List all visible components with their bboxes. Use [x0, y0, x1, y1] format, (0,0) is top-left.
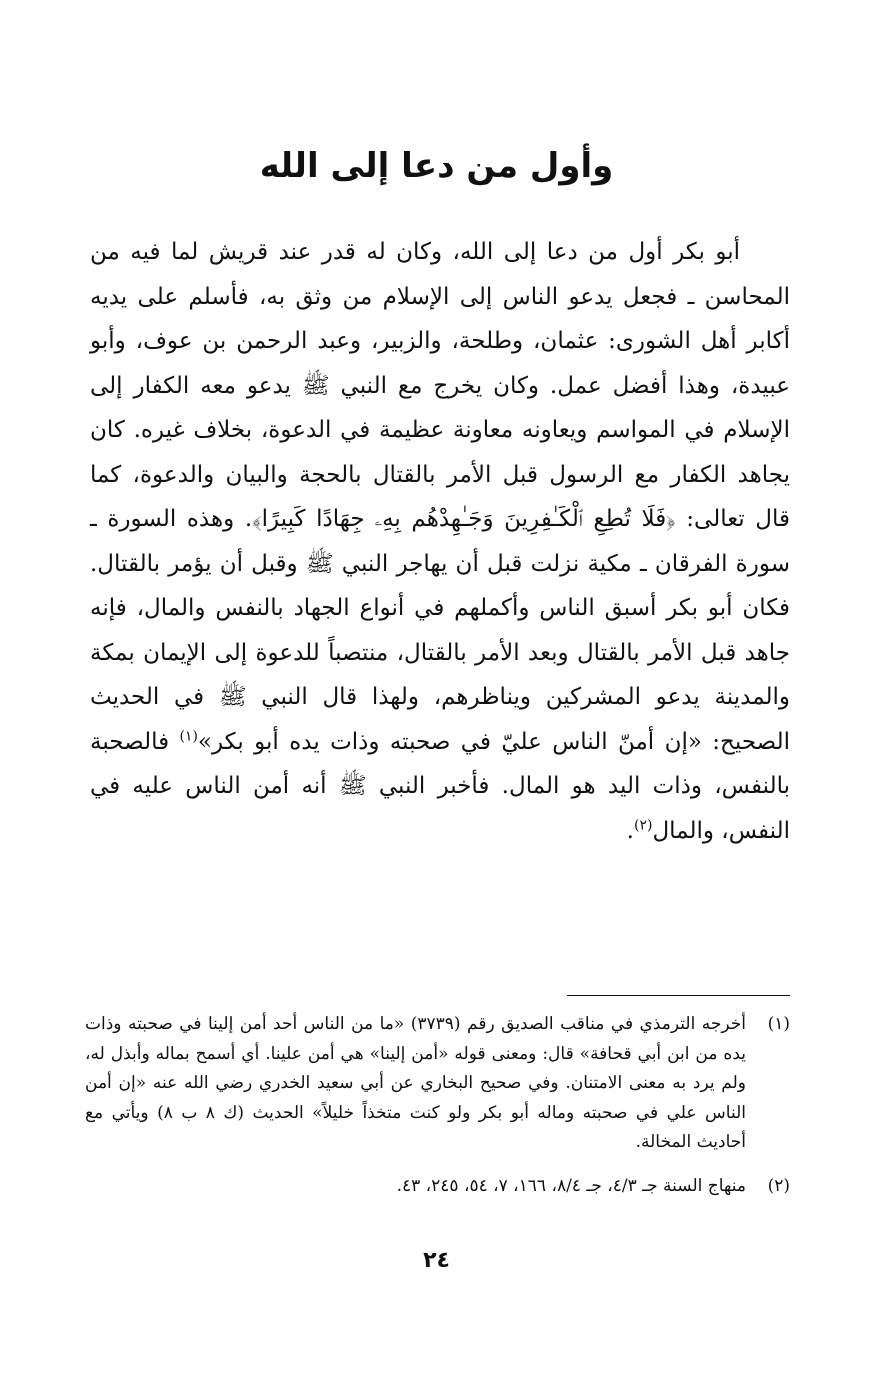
chapter-title: وأول من دعا إلى الله: [259, 146, 614, 186]
footnote-1: [85, 1010, 790, 1158]
text-segment-3: فالصحبة بالنفس، وذات اليد هو المال. فأخبر النبي ﷺ أنه أمن الناس عليه في النفس، والمال: [90, 728, 790, 844]
footnote-number: (١): [767, 1014, 790, 1034]
main-text: [90, 230, 790, 853]
footnote-ref-1: (١): [179, 727, 198, 744]
footnote-text: أخرجه الترمذي في مناقب الصديق رقم (٣٧٣٩) «ما من الناس أحد أمن إلينا في صحبته وذات يده من ابن أبي قحافة» قال: ومعنى قوله «أمن إلينا» هي أمن علينا. أي أسمح بماله وأبذل له، ولم يرد به معنى الامتنان. وفي صحيح البخاري عن أبي سعيد الخدري رضي الله عنه «إن أمن الناس علي في صحبته وماله أبو بكر ولو كنت متخذاً خليلاً» الحديث (ك ٨ ب ٨) ويأتي مع أحاديث المخالة.: [85, 1014, 746, 1152]
text-segment-4: .: [626, 817, 634, 844]
footnote-text: منهاج السنة جـ ٤/٣، جـ ٨/٤، ١٦٦، ٧، ٥٤، ٢٤٥، ٤٣.: [396, 1175, 746, 1196]
footnote-ref-2: (٢): [633, 816, 653, 833]
text-segment-2: . وهذه السورة ـ سورة الفرقان ـ مكية نزلت قبل أن يهاجر النبي ﷺ وقبل أن يؤمر بالقتال. فكان أبو بكر أسبق الناس وأكملهم في أنواع الجهاد بالنفس والمال، فإنه جاهد قبل الأمر بالقتال وبعد الأمر بالقتال، منتصباً للدعوة إلى الإيمان بمكة والمدينة يدعو المشركين ويناظرهم، ولهذا قال النبي ﷺ في الحديث الصحيح: «إن أمنّ الناس عليّ في صحبته وذات يده أبو بكر»: [90, 506, 791, 755]
footnote-separator: [567, 995, 790, 996]
page-number: ٢٤: [423, 1248, 450, 1273]
text-segment-1: أبو بكر أول من دعا إلى الله، وكان له قدر عند قريش لما فيه من المحاسن ـ فجعل يدعو الناس إلى الإسلام من وثق به، فأسلم على يديه أكابر أهل الشورى: عثمان، وطلحة، والزبير، وعبد الرحمن بن عوف، وأبو عبيدة، وهذا أفضل عمل. وكان يخرج مع النبي ﷺ يدعو معه الكفار إلى الإسلام في المواسم ويعاونه معاونة عظيمة في الدعوة، بخلاف غيره. كان يجاهد الكفار مع الرسول قبل الأمر بالقتال بالحجة والبيان والدعوة، كما قال تعالى:: [90, 239, 791, 532]
footnote-2: [85, 1172, 790, 1202]
quran-verse: ﴿فَلَا تُطِعِ ٱلْكَـٰفِرِينَ وَجَـٰهِدْهُم بِهِۦ جِهَادًا كَبِيرًا﴾: [252, 506, 676, 532]
footnotes: [85, 1010, 790, 1215]
footnote-number: (٢): [767, 1175, 790, 1196]
paragraph: [90, 230, 790, 853]
